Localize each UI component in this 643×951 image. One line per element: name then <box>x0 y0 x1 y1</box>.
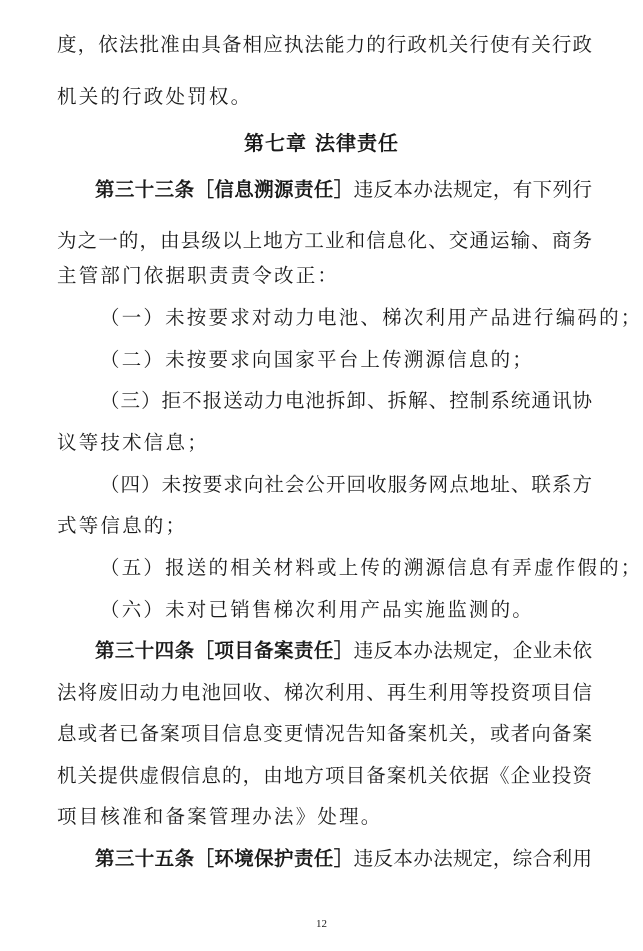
article-35-title: ［环境保护责任］ <box>194 847 354 870</box>
article-33-number: 第三十三条 <box>95 178 195 201</box>
article-33-item-4: （四）未按要求向社会公开回收服务网点地址、联系方 <box>100 473 592 496</box>
article-33-item-6: （六）未对已销售梯次利用产品实施监测的。 <box>100 598 535 621</box>
article-35-text: 违反本办法规定，综合利用 <box>353 847 592 870</box>
article-34-line-3: 息或者已备案项目信息变更情况告知备案机关，或者向备案 <box>57 722 592 745</box>
article-34-line-5: 项目核准和备案管理办法》处理。 <box>57 805 383 828</box>
article-34-line-2: 法将废旧动力电池回收、梯次利用、再生利用等投资项目信 <box>57 681 592 704</box>
article-34-title: ［项目备案责任］ <box>194 639 354 662</box>
article-33-item-4-cont: 式等信息的； <box>57 514 188 537</box>
intro-line-1: 度，依法批准由具备相应执法能力的行政机关行使有关行政 <box>57 33 592 56</box>
article-33-line-1 <box>95 175 592 205</box>
article-33-item-2: （二）未按要求向国家平台上传溯源信息的； <box>100 348 535 371</box>
article-35-number: 第三十五条 <box>95 847 195 870</box>
intro-line-2: 机关的行政处罚权。 <box>57 85 253 108</box>
article-33-text: 违反本办法规定，有下列行 <box>353 178 592 201</box>
article-33-item-3-cont: 议等技术信息； <box>57 431 209 454</box>
page-number: 12 <box>316 918 327 930</box>
chapter-heading: 第七章 法律责任 <box>244 131 399 155</box>
article-33-line-2: 为之一的，由县级以上地方工业和信息化、交通运输、商务 <box>57 229 592 252</box>
article-33-title: ［信息溯源责任］ <box>194 178 354 201</box>
article-34-number: 第三十四条 <box>95 639 195 662</box>
article-33-item-3: （三）拒不报送动力电池拆卸、拆解、控制系统通讯协 <box>100 389 592 412</box>
article-33-item-5: （五）报送的相关材料或上传的溯源信息有弄虚作假的； <box>100 556 643 579</box>
article-33-item-1: （一）未按要求对动力电池、梯次利用产品进行编码的； <box>100 306 643 329</box>
article-33-line-3: 主管部门依据职责责令改正： <box>57 264 340 287</box>
article-34-line-4: 机关提供虚假信息的，由地方项目备案机关依据《企业投资 <box>57 764 592 787</box>
article-35-line-1 <box>95 844 592 874</box>
article-34-line-1 <box>95 636 592 666</box>
article-34-text: 违反本办法规定，企业未依 <box>353 639 592 662</box>
